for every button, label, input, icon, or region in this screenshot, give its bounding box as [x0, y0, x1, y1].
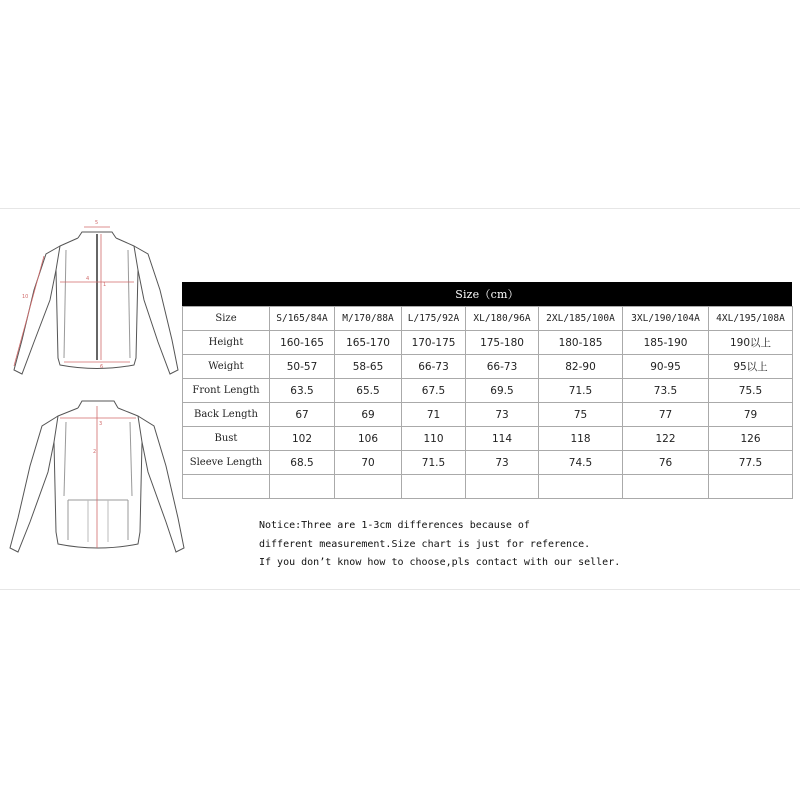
table-row-empty — [183, 475, 793, 499]
size-header-row — [183, 307, 793, 331]
table-cell: 50-57 — [270, 355, 335, 379]
front-label-10: 10 — [22, 294, 29, 300]
table-cell: 126 — [709, 427, 793, 451]
empty-cell — [270, 475, 335, 499]
table-cell: 58-65 — [335, 355, 402, 379]
notice-line-2: different measurement.Size chart is just for reference. — [259, 538, 591, 550]
row-label: Weight — [183, 355, 270, 379]
table-cell: 67 — [270, 403, 335, 427]
table-cell: 70 — [335, 451, 402, 475]
size-chart-table — [182, 306, 793, 499]
table-cell: 74.5 — [539, 451, 623, 475]
table-cell: 185-190 — [623, 331, 709, 355]
size-chart — [182, 282, 792, 499]
table-cell: 75 — [539, 403, 623, 427]
back-measurement-lines — [60, 406, 136, 548]
empty-cell — [623, 475, 709, 499]
table-cell: 69.5 — [466, 379, 539, 403]
table-cell: 71.5 — [402, 451, 466, 475]
size-chart-title: Size（cm） — [182, 282, 792, 306]
table-cell: 76 — [623, 451, 709, 475]
notice-line-1: Notice:Three are 1-3cm differences because of — [259, 520, 530, 531]
jacket-measurement-diagram — [0, 210, 185, 580]
table-cell: 71 — [402, 403, 466, 427]
table-cell: 77 — [623, 403, 709, 427]
empty-cell — [709, 475, 793, 499]
front-label-6: 6 — [100, 364, 104, 370]
size-col-xl: XL/180/96A — [466, 307, 539, 331]
size-col-3xl: 3XL/190/104A — [623, 307, 709, 331]
table-row-back-length — [183, 403, 793, 427]
table-cell: 175-180 — [466, 331, 539, 355]
table-cell: 165-170 — [335, 331, 402, 355]
table-cell: 118 — [539, 427, 623, 451]
empty-cell — [539, 475, 623, 499]
back-label-2: 2 — [93, 449, 97, 455]
front-label-4: 4 — [86, 276, 90, 282]
table-cell: 170-175 — [402, 331, 466, 355]
row-label: Front Length — [183, 379, 270, 403]
empty-cell — [402, 475, 466, 499]
empty-cell — [335, 475, 402, 499]
table-cell: 67.5 — [402, 379, 466, 403]
table-cell: 180-185 — [539, 331, 623, 355]
empty-cell — [466, 475, 539, 499]
table-row-height — [183, 331, 793, 355]
table-cell: 73 — [466, 451, 539, 475]
size-col-s: S/165/84A — [270, 307, 335, 331]
table-cell: 69 — [335, 403, 402, 427]
table-cell: 90-95 — [623, 355, 709, 379]
table-cell: 66-73 — [466, 355, 539, 379]
table-cell: 122 — [623, 427, 709, 451]
table-cell: 95以上 — [709, 355, 793, 379]
empty-cell — [183, 475, 270, 499]
back-label-3: 3 — [99, 421, 103, 427]
table-cell: 79 — [709, 403, 793, 427]
size-col-m: M/170/88A — [335, 307, 402, 331]
table-cell: 71.5 — [539, 379, 623, 403]
table-cell: 160-165 — [270, 331, 335, 355]
table-cell: 68.5 — [270, 451, 335, 475]
table-cell: 75.5 — [709, 379, 793, 403]
table-cell: 102 — [270, 427, 335, 451]
table-cell: 82-90 — [539, 355, 623, 379]
table-cell: 65.5 — [335, 379, 402, 403]
table-cell: 66-73 — [402, 355, 466, 379]
table-cell: 110 — [402, 427, 466, 451]
table-cell: 73.5 — [623, 379, 709, 403]
table-row-bust — [183, 427, 793, 451]
size-col-2xl: 2XL/185/100A — [539, 307, 623, 331]
table-row-front-length — [183, 379, 793, 403]
row-label: Sleeve Length — [183, 451, 270, 475]
size-notice — [259, 517, 620, 573]
back-measurement-numbers — [93, 421, 102, 455]
table-row-sleeve-length — [183, 451, 793, 475]
jacket-front-illustration — [14, 232, 178, 374]
table-cell: 190以上 — [709, 331, 793, 355]
row-label: Height — [183, 331, 270, 355]
table-row-weight — [183, 355, 793, 379]
front-label-5: 5 — [95, 220, 99, 226]
notice-line-3: If you don’t know how to choose,pls contact with our seller. — [259, 557, 621, 568]
table-cell: 106 — [335, 427, 402, 451]
row-label: Back Length — [183, 403, 270, 427]
size-header-label: Size — [183, 307, 270, 331]
table-cell: 73 — [466, 403, 539, 427]
front-label-1: 1 — [103, 282, 107, 288]
row-label: Bust — [183, 427, 270, 451]
table-cell: 77.5 — [709, 451, 793, 475]
size-col-4xl: 4XL/195/108A — [709, 307, 793, 331]
table-cell: 63.5 — [270, 379, 335, 403]
size-col-l: L/175/92A — [402, 307, 466, 331]
table-cell: 114 — [466, 427, 539, 451]
